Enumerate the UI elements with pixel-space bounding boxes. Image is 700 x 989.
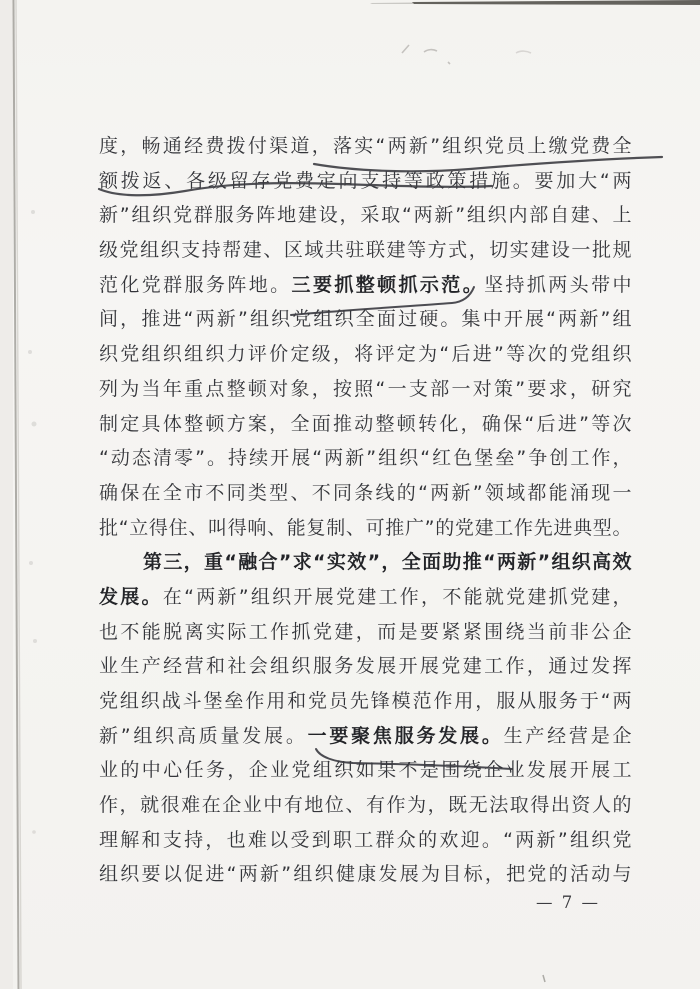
- scanner-edge-artifact: [412, 0, 700, 5]
- text-line: [99, 857, 632, 892]
- body-text: 坚持抓两头带中: [484, 273, 632, 296]
- body-text: 组织要以促进“两新”组织健康发展为目标，把党的活动与: [99, 863, 632, 886]
- body-text: 制定具体整顿方案，全面推动整顿转化，确保“后进”等次: [99, 412, 632, 435]
- text-line: [99, 684, 632, 719]
- bottom-tick-mark: [543, 975, 545, 982]
- text-line: [99, 476, 632, 511]
- text-line: [99, 545, 632, 580]
- emphasis-text: 三要抓整顿抓示范。: [291, 273, 485, 296]
- body-text: 业的中心任务，企业党组织如果不是围绕企业发展开展工: [99, 759, 632, 782]
- text-line: [99, 268, 632, 303]
- text-line: [99, 511, 632, 546]
- text-line: [99, 649, 632, 684]
- paper-crease: [14, 0, 19, 989]
- text-line: [99, 719, 632, 754]
- body-text: 度，畅通经费拨付渠道，落实“两新”组织党员上缴党费全: [99, 135, 632, 157]
- body-text: 间，推进“两新”组织党组织全面过硬。集中开展“两新”组: [99, 308, 632, 331]
- body-text: 列为当年重点整顿对象，按照“一支部一对策”要求，研究: [99, 377, 632, 400]
- text-line: [99, 753, 632, 788]
- text-line: [99, 823, 632, 858]
- margin-smudges: [28, 210, 37, 834]
- scanner-edge-artifact-fade: [370, 3, 414, 5]
- body-text: 党组织战斗堡垒作用和党员先锋模范作用，服从服务于“两: [99, 690, 632, 712]
- text-line: [99, 302, 632, 337]
- body-text: 也不能脱离实际工作抓党建，而是要紧紧围绕当前非公企: [99, 620, 632, 643]
- page-number: — 7 —: [536, 893, 600, 912]
- text-line: [99, 407, 632, 442]
- body-text: 理解和支持，也难以受到职工群众的欢迎。“两新”组织党: [99, 828, 632, 851]
- emphasis-text: 发展。: [99, 585, 163, 608]
- body-text: 新”组织党群服务阵地建设，采取“两新”组织内部自建、上: [99, 204, 632, 227]
- body-text: 织党组织组织力评价定级，将评定为“后进”等次的党组织: [99, 343, 632, 366]
- body-text: 在“两新”组织开展党建工作，不能就党建抓党建，: [162, 585, 632, 608]
- paper-crease-highlight: [16, 0, 21, 989]
- text-line: [99, 788, 632, 823]
- body-text: 生产经营是企: [503, 724, 632, 747]
- emphasis-text: 一要聚焦服务发展。: [307, 724, 504, 747]
- body-text: 业生产经营和社会组织服务发展开展党建工作，通过发挥: [99, 655, 632, 678]
- emphasis-text: 第三，重“融合”求“实效”，全面助推“两新”组织高效: [143, 551, 632, 574]
- text-line: [99, 233, 632, 268]
- text-line: [99, 198, 632, 233]
- document-body: [99, 129, 632, 892]
- pencil-marks-top: [402, 45, 531, 64]
- text-line: [99, 615, 632, 650]
- text-line: [99, 337, 632, 372]
- body-text: 范化党群服务阵地。: [99, 273, 292, 296]
- text-line: [99, 164, 632, 199]
- body-text: 确保在全市不同类型、不同条线的“两新”领域都能涌现一: [99, 481, 632, 504]
- body-text: 级党组织支持帮建、区域共驻联建等方式，切实建设一批规: [99, 239, 632, 262]
- body-text: 额拨返、各级留存党费定向支持等政策措施。要加大“两: [99, 169, 632, 192]
- text-line: [99, 441, 632, 476]
- body-text: “动态清零”。持续开展“两新”组织“红色堡垒”争创工作，: [99, 447, 632, 470]
- body-text: 新”组织高质量发展。: [99, 724, 308, 747]
- body-text: 作，就很难在企业中有地位、有作为，既无法取得出资人的: [99, 794, 632, 817]
- text-line: [99, 129, 632, 164]
- body-text: 批“立得住、叫得响、能复制、可推广”的党建工作先进典型。: [99, 516, 632, 539]
- paper-crease-shade: [0, 0, 13, 989]
- text-line: [99, 372, 632, 407]
- text-line: [99, 580, 632, 615]
